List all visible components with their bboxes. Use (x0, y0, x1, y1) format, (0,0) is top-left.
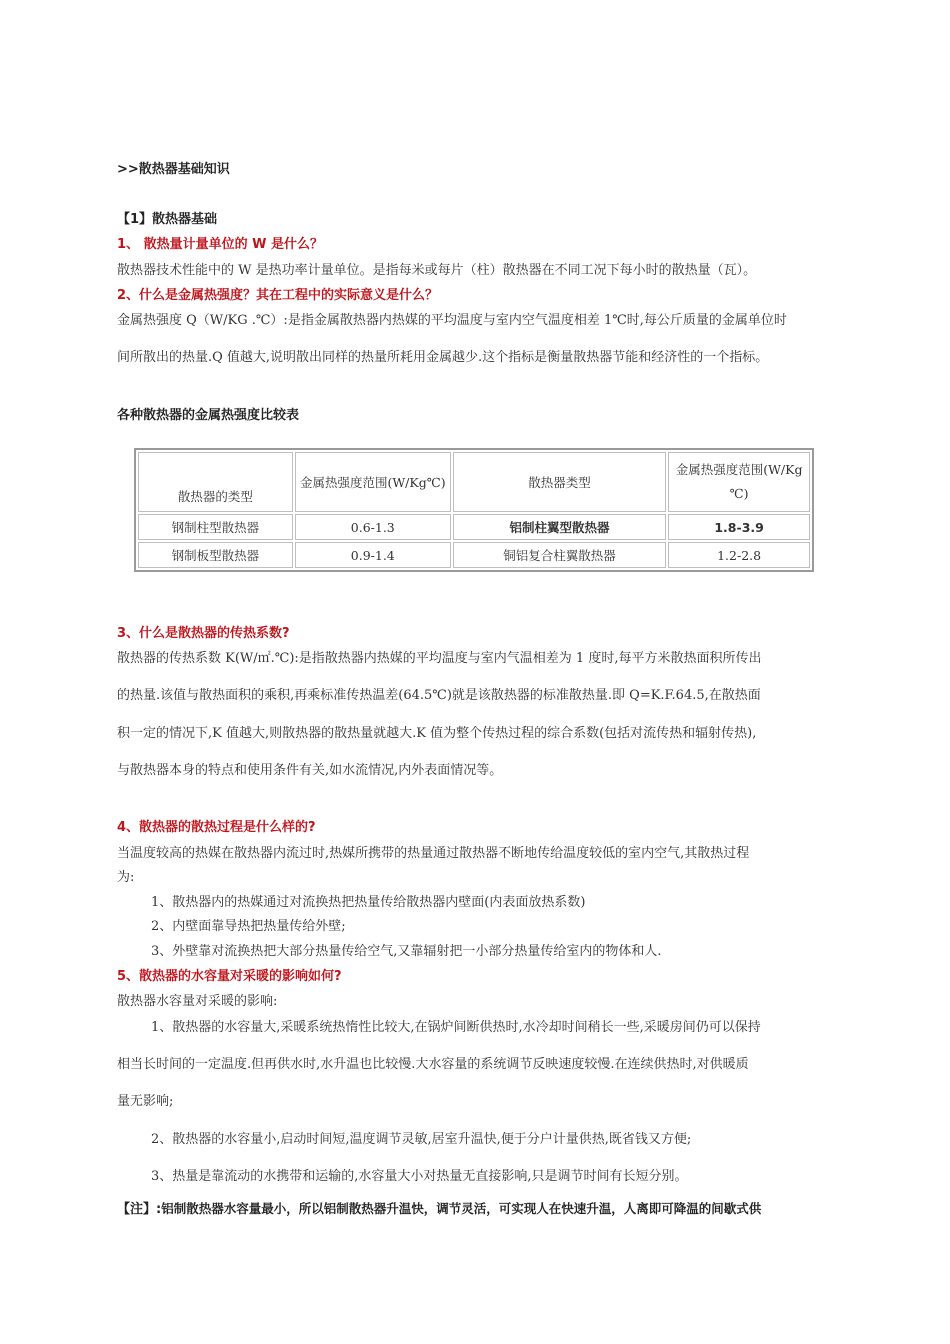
table-cell: 铜铝复合柱翼散热器 (453, 542, 666, 568)
table-row (138, 514, 810, 540)
answer-5-line: 1、散热器的水容量大,采暖系统热惰性比较大,在锅炉间断供热时,水冷却时间稍长一些,采暖房间仍可以保持 (151, 1020, 761, 1035)
answer-2-line: 间所散出的热量.Q 值越大,说明散出同样的热量所耗用金属越少.这个指标是衡量散热器节能和经济性的一个指标。 (117, 350, 769, 365)
table-header-cell: 散热器的类型 (138, 452, 293, 512)
table-cell: 0.9-1.4 (295, 542, 451, 568)
table-title: 各种散热器的金属热强度比较表 (117, 408, 300, 423)
table-cell: 1.8-3.9 (668, 514, 810, 540)
answer-5-line: 量无影响; (117, 1094, 174, 1109)
table-header-cell: 散热器类型 (453, 452, 666, 512)
answer-3-line: 的热量.该值与散热面积的乘积,再乘标准传热温差(64.5℃)就是该散热器的标准散热量.即 Q=K.F.64.5,在散热面 (117, 688, 761, 703)
list-item: 1、散热器内的热媒通过对流换热把热量传给散热器内壁面(内表面放热系数) (151, 895, 586, 910)
table-cell: 0.6-1.3 (295, 514, 451, 540)
table-cell: 钢制板型散热器 (138, 542, 293, 568)
section-heading: 【1】散热器基础 (117, 212, 218, 227)
table-cell: 钢制柱型散热器 (138, 514, 293, 540)
question-2: 2、什么是金属热强度？其在工程中的实际意义是什么？ (117, 288, 439, 303)
answer-4-line: 为: (117, 870, 135, 885)
answer-3-line: 与散热器本身的特点和使用条件有关,如水流情况,内外表面情况等。 (117, 763, 503, 778)
table-header-cell: 金属热强度范围(W/Kg℃) (295, 452, 451, 512)
table-cell: 铝制柱翼型散热器 (453, 514, 666, 540)
note-label: 【注】: (117, 1202, 162, 1217)
table-cell: 1.2-2.8 (668, 542, 810, 568)
answer-1: 散热器技术性能中的 W 是热功率计量单位。是指每米或每片（柱）散热器在不同工况下每小时的散热量（瓦）。 (117, 263, 757, 278)
table-header-cell: 金属热强度范围(W/Kg ℃) (668, 452, 810, 512)
question-5: 5、散热器的水容量对采暖的影响如何? (117, 969, 342, 984)
answer-4-line: 当温度较高的热媒在散热器内流过时,热媒所携带的热量通过散热器不断地传给温度较低的室内空气,其散热过程 (117, 846, 750, 861)
answer-3-line: 积一定的情况下,K 值越大,则散热器的散热量就越大.K 值为整个传热过程的综合系数(包括对流传热和辐射传热), (117, 726, 757, 741)
table-row (138, 542, 810, 568)
answer-5-line: 2、散热器的水容量小,启动时间短,温度调节灵敏,居室升温快,便于分户计量供热,既省钱又方便; (151, 1132, 692, 1147)
question-1: 1、 散热量计量单位的 W 是什么？ (117, 237, 323, 252)
breadcrumb: >>散热器基础知识 (117, 162, 230, 177)
answer-5-line: 3、热量是靠流动的水携带和运输的,水容量大小对热量无直接影响,只是调节时间有长短分别。 (151, 1169, 688, 1184)
question-4: 4、散热器的散热过程是什么样的? (117, 820, 316, 835)
note-text: 铝制散热器水容量最小，所以铝制散热器升温快，调节灵活，可实现人在快速升温，人离即可降温的间歇式供 (161, 1201, 762, 1216)
answer-5-intro: 散热器水容量对采暖的影响: (117, 994, 278, 1009)
comparison-table (134, 448, 814, 572)
table-header-row (138, 452, 810, 512)
list-item: 2、内壁面靠导热把热量传给外壁; (151, 919, 346, 934)
answer-5-line: 相当长时间的一定温度.但再供水时,水升温也比较慢.大水容量的系统调节反映速度较慢.在连续供热时,对供暖质 (117, 1057, 749, 1072)
list-item: 3、外壁靠对流换热把大部分热量传给空气,又靠辐射把一小部分热量传给室内的物体和人. (151, 944, 662, 959)
question-3: 3、什么是散热器的传热系数? (117, 626, 290, 641)
answer-3-line: 散热器的传热系数 K(W/㎡.℃):是指散热器内热媒的平均温度与室内气温相差为 1 度时,每平方米散热面积所传出 (117, 651, 762, 666)
answer-2-line: 金属热强度 Q（W/KG .℃）:是指金属散热器内热媒的平均温度与室内空气温度相差 1℃时,每公斤质量的金属单位时 (117, 313, 787, 328)
note (117, 1198, 761, 1217)
